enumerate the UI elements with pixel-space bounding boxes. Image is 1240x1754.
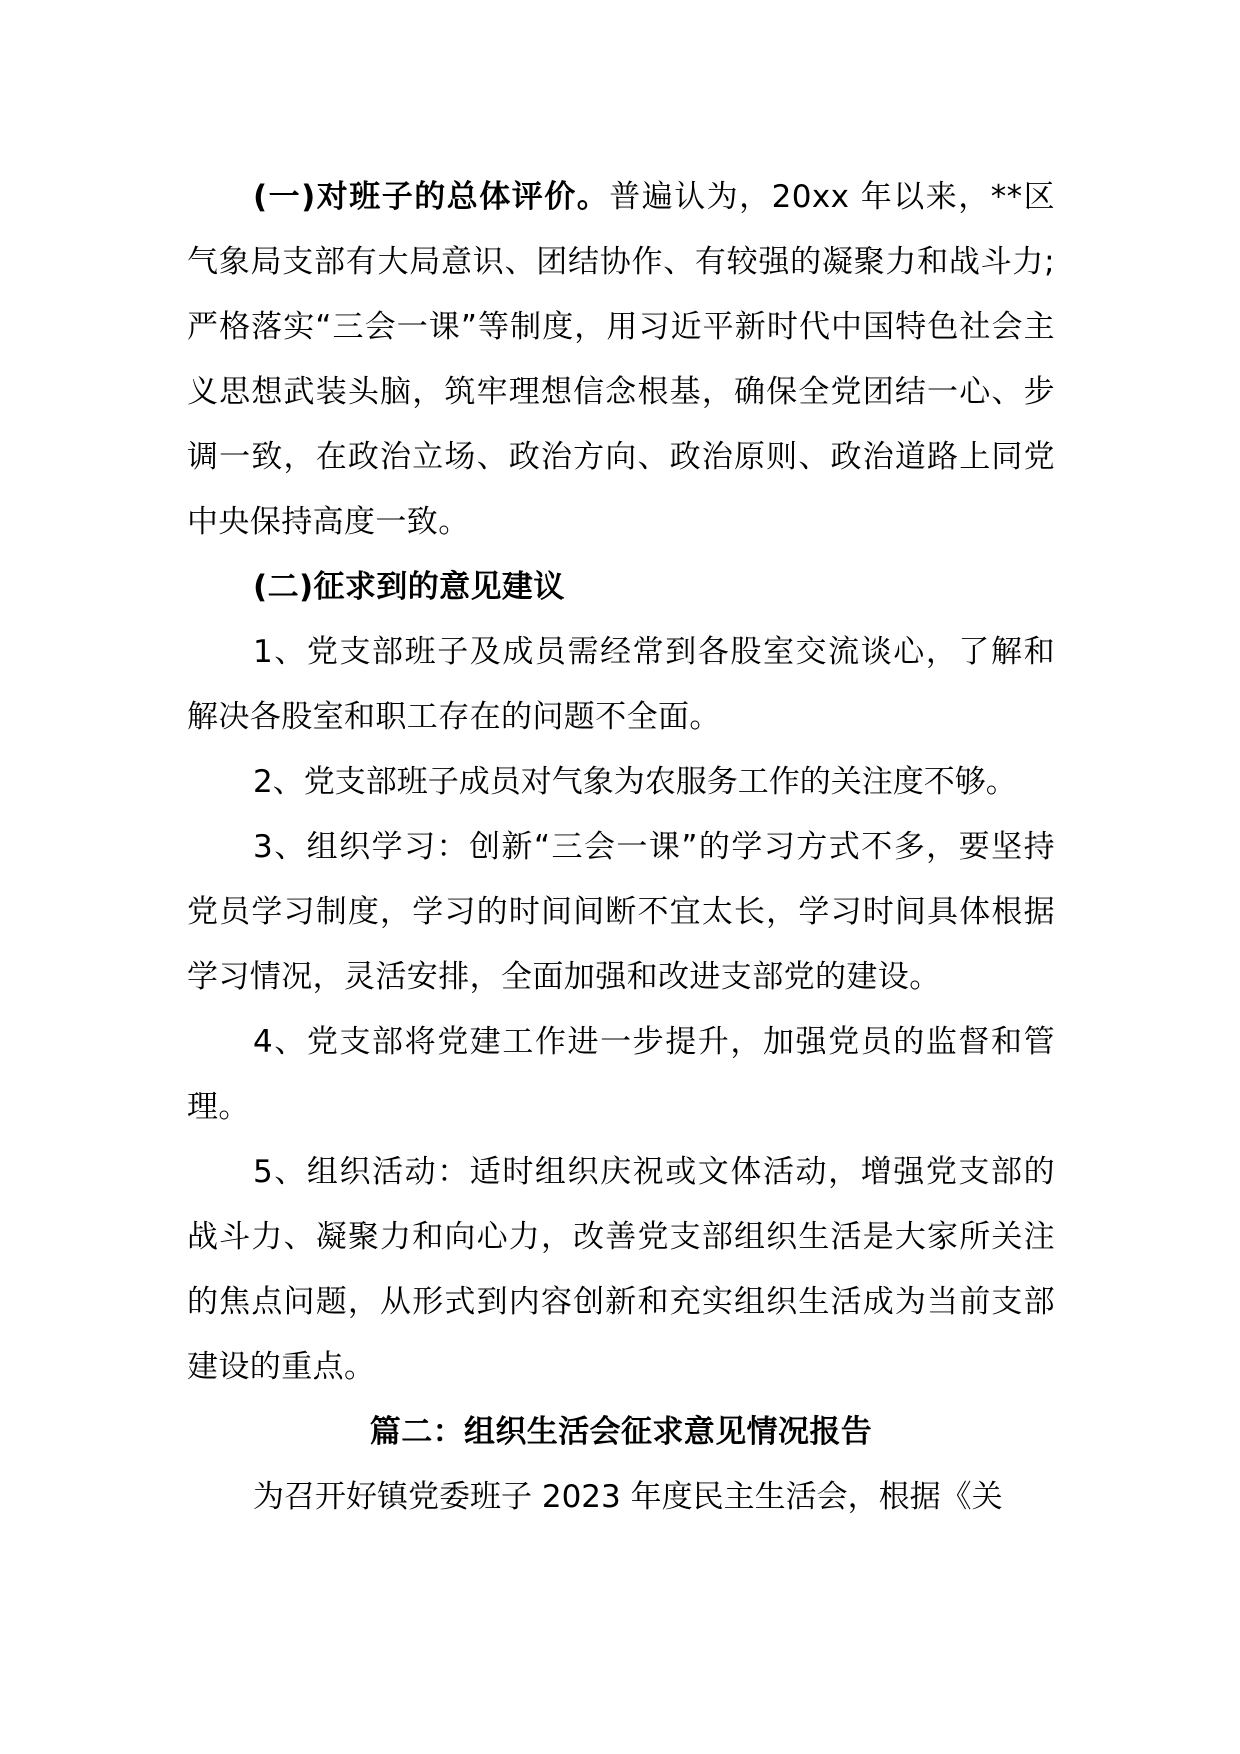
suggestions-heading: (二)征求到的意见建议: [253, 569, 565, 605]
part-two-title: 篇二：组织生活会征求意见情况报告: [369, 1414, 873, 1450]
suggestion-item-3: 3、组织学习：创新“三会一课”的学习方式不多，要坚持党员学习制度，学习的时间间断不宜太长，学习时间具体根据学习情况，灵活安排，全面加强和改进支部党的建设。: [187, 829, 1055, 995]
suggestion-item-5: 5、组织活动：适时组织庆祝或文体活动，增强党支部的战斗力、凝聚力和向心力，改善党支部组织生活是大家所关注的焦点问题，从形式到内容创新和充实组织生活成为当前支部建设的重点。: [187, 1154, 1055, 1385]
overall-evaluation-heading: (一)对班子的总体评价。: [253, 179, 610, 215]
part-two-opening: 为召开好镇党委班子 2023 年度民主生活会，根据《关: [253, 1479, 1003, 1515]
document-page: [187, 165, 1055, 1530]
suggestion-item-4: 4、党支部将党建工作进一步提升，加强党员的监督和管理。: [187, 1024, 1055, 1125]
overall-evaluation-paragraph: [187, 165, 1055, 555]
suggestion-item-2: 2、党支部班子成员对气象为农服务工作的关注度不够。: [253, 764, 1017, 800]
overall-evaluation-body: 普遍认为，20xx 年以来，**区气象局支部有大局意识、团结协作、有较强的凝聚力和战斗力;严格落实“三会一课”等制度，用习近平新时代中国特色社会主义思想武装头脑，筑牢理想信念根基，确保全党团结一心、步调一致，在政治立场、政治方向、政治原则、政治道路上同党中央保持高度一致。: [187, 179, 1055, 540]
suggestion-item-1: 1、党支部班子及成员需经常到各股室交流谈心，了解和解决各股室和职工存在的问题不全面。: [187, 634, 1055, 735]
